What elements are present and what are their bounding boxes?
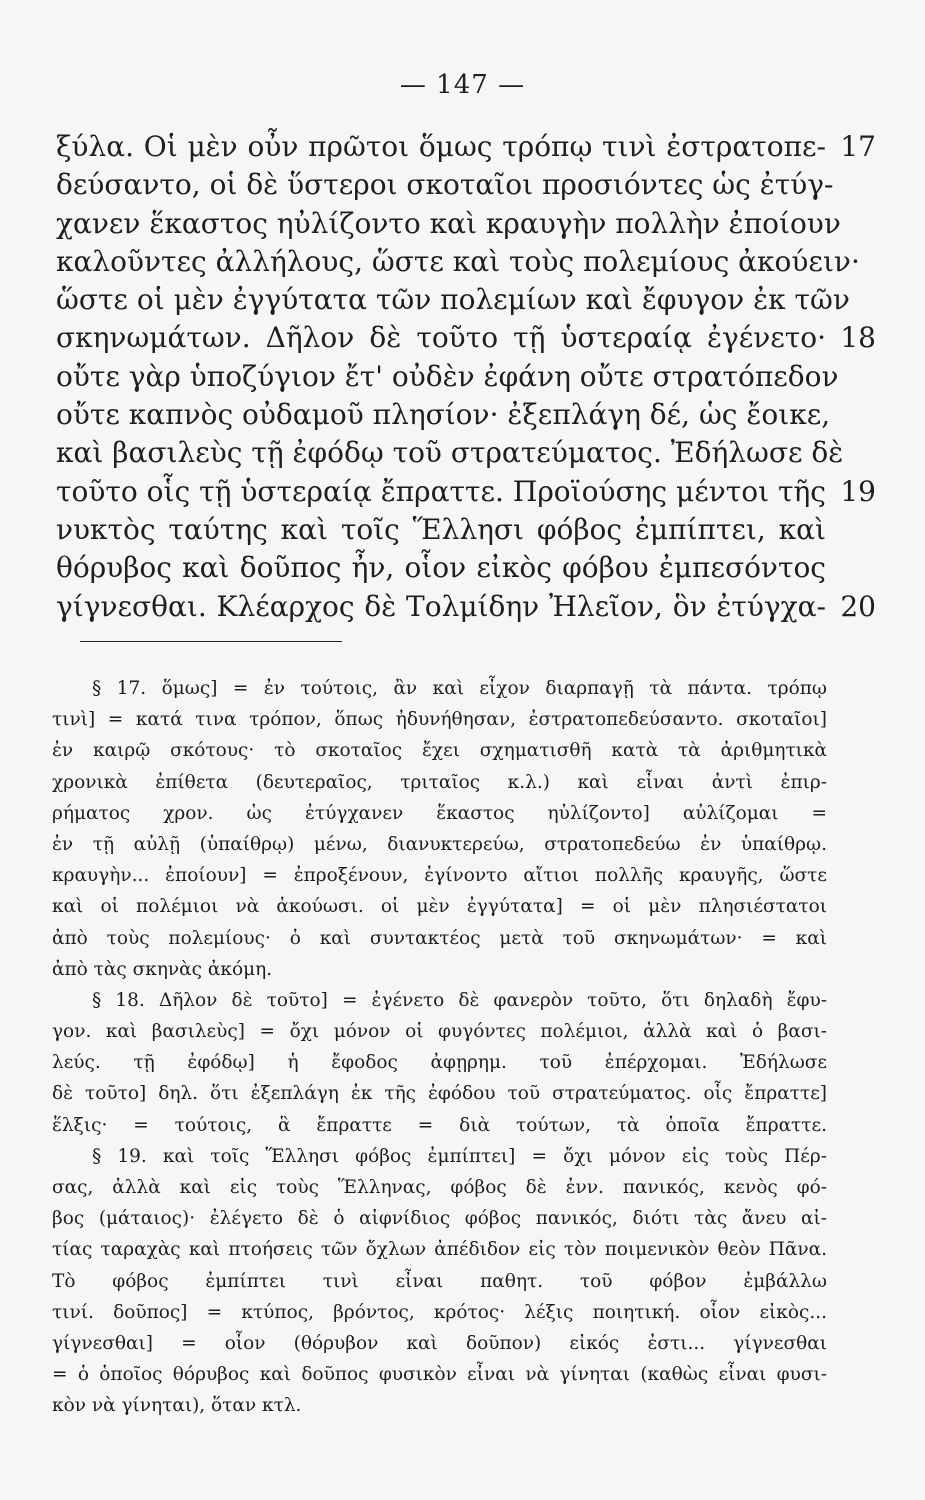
commentary-notes <box>52 673 827 1422</box>
note-line: γίγνεσθαι] = οἷον (θόρυβον καὶ δοῦπον) εἰκός ἐστι... γίγνεσθαι <box>52 1332 827 1354</box>
note-line: ἐν καιρῷ σκότους· τὸ σκοταῖος ἔχει σχηματισθῆ κατὰ τὰ ἀριθμητικὰ <box>52 740 827 762</box>
note-line: δὲ τοῦτο] δηλ. ὅτι ἐξεπλάγη ἐκ τῆς ἐφόδου τοῦ στρατεύματος. οἷς ἔπραττε] <box>52 1083 827 1105</box>
note-line: ἀπὸ τὰς σκηνὰς ἀκόμη. <box>52 958 273 980</box>
note-line: Τὸ φόβος ἐμπίπτει τινὶ εἶναι παθητ. τοῦ φόβον ἐμβάλλω <box>52 1270 827 1292</box>
text-line: οὔτε γὰρ ὑποζύγιον ἔτ' οὐδὲν ἐφάνη οὔτε στρατόπεδον <box>56 359 839 393</box>
text-line: σκηνωμάτων. Δῆλον δὲ τοῦτο τῇ ὑστεραίᾳ ἐγένετο· 18 <box>56 319 916 357</box>
note-line: γον. καὶ βασιλεὺς] = ὄχι μόνον οἱ φυγόντες πολέμιοι, ἀλλὰ καὶ ὁ βασι- <box>52 1021 827 1043</box>
note-line: ρήματος χρον. ὡς ἐτύγχανεν ἕκαστος ηὐλίζοντο] αὐλίζομαι = <box>52 802 827 824</box>
footnote-divider <box>80 641 342 642</box>
note-line: χρονικὰ ἐπίθετα (δευτεραῖος, τριταῖος κ.λ.) καὶ εἶναι ἀντὶ ἐπιρ- <box>52 771 827 793</box>
section-number: 20 <box>840 589 876 623</box>
note-line: = ὁ ὁποῖος θόρυβος καὶ δοῦπος φυσικὸν εἶναι νὰ γίνηται (καθὼς εἶναι φυσι- <box>52 1364 827 1386</box>
note-line: ἐν τῇ αὐλῇ (ὑπαίθρῳ) μένω, διανυκτερεύω, στρατοπεδεύω ἐν ὑπαίθρῳ. <box>52 833 827 855</box>
note-line: κὸν νὰ γίνηται), ὅταν κτλ. <box>52 1395 302 1417</box>
note-line: § 19. καὶ τοῖς Ἕλλησι φόβος ἐμπίπτει] = ὄχι μόνον εἰς τοὺς Πέρ- <box>92 1145 827 1167</box>
note-line: ἀπὸ τοὺς πολεμίους· ὁ καὶ συντακτέος μετὰ τοῦ σκηνωμάτων· = καὶ <box>52 927 827 949</box>
text-line: γίγνεσθαι. Κλέαρχος δὲ Τολμίδην Ἠλεῖον, ὃν ἐτύγχα- 20 <box>56 588 916 626</box>
text-line: ξύλα. Οἱ μὲν οὖν πρῶτοι ὅμως τρόπῳ τινὶ ἐστρατοπε- 17 <box>56 128 916 166</box>
note-line: βος (μάταιος)· ἐλέγετο δὲ ὁ αἰφνίδιος φόβος πανικός, διότι τὰς ἄνευ αἰ- <box>52 1208 827 1230</box>
text-line: δεύσαντο, οἱ δὲ ὕστεροι σκοταῖοι προσιόντες ὡς ἐτύγ- <box>56 168 834 202</box>
note-line: τίας ταραχὰς καὶ πτοήσεις τῶν ὄχλων ἀπέδιδον εἰς τὸν ποιμενικὸν θεὸν Πᾶνα. <box>52 1239 827 1261</box>
text-line: νυκτὸς ταύτης καὶ τοῖς Ἕλλησι φόβος ἐμπίπτει, καὶ <box>56 512 826 546</box>
text-line: τοῦτο οἷς τῇ ὑστεραίᾳ ἔπραττε. Προϊούσης μέντοι τῆς 19 <box>56 473 916 511</box>
main-text <box>56 128 916 626</box>
page-number: — 147 — <box>399 70 526 100</box>
text-line: οὔτε καπνὸς οὐδαμοῦ πλησίον· ἐξεπλάγη δέ, ὡς ἔοικε, <box>56 398 831 432</box>
section-number: 17 <box>840 130 876 163</box>
note-line: § 18. Δῆλον δὲ τοῦτο] = ἐγένετο δὲ φανερὸν τοῦτο, ὅτι δηλαδὴ ἔφυ- <box>92 989 827 1011</box>
note-line: λεύς. τῇ ἐφόδῳ] ἡ ἔφοδος ἀφῃρημ. τοῦ ἐπέρχομαι. Ἐδήλωσε <box>52 1052 827 1074</box>
text-line: χανεν ἕκαστος ηὐλίζοντο καὶ κραυγὴν πολλὴν ἐποίουν <box>56 206 841 240</box>
note-line: τινὶ] = κατά τινα τρόπον, ὅπως ἠδυνήθησαν, ἐστρατοπεδεύσαντο. σκοταῖοι] <box>52 709 827 731</box>
note-line: καὶ οἱ πολέμιοι νὰ ἀκούωσι. οἱ μὲν ἐγγύτατα] = οἱ μὲν πλησιέστατοι <box>52 896 827 918</box>
text-line: θόρυβος καὶ δοῦπος ἦν, οἷον εἰκὸς φόβου ἐμπεσόντος <box>56 551 826 585</box>
note-line: σας, ἀλλὰ καὶ εἰς τοὺς Ἕλληνας, φόβος δὲ ἐνν. πανικός, κενὸς φό- <box>52 1177 827 1198</box>
section-number: 18 <box>840 321 876 355</box>
note-line: τινί. δοῦπος] = κτύπος, βρόντος, κρότος· λέξις ποιητική. οἷον εἰκὸς... <box>52 1301 827 1323</box>
text-line: καὶ βασιλεὺς τῇ ἐφόδῳ τοῦ στρατεύματος. Ἐδήλωσε δὲ <box>56 436 844 470</box>
note-line: κραυγὴν... ἐποίουν] = ἐπροξένουν, ἐγίνοντο αἴτιοι πολλῆς κραυγῆς, ὥστε <box>52 865 827 887</box>
text-line: καλοῦντες ἀλλήλους, ὥστε καὶ τοὺς πολεμίους ἀκούειν· <box>56 244 860 278</box>
text-line: ὥστε οἱ μὲν ἐγγύτατα τῶν πολεμίων καὶ ἔφυγον ἐκ τῶν <box>56 283 850 317</box>
note-line: § 17. ὅμως] = ἐν τούτοις, ἂν καὶ εἶχον διαρπαγῇ τὰ πάντα. τρόπῳ <box>92 678 827 699</box>
section-number: 19 <box>840 474 876 508</box>
note-line: ἕλξις· = τούτοις, ἃ ἔπραττε = διὰ τούτων, τὰ ὁποῖα ἔπραττε. <box>52 1114 827 1136</box>
